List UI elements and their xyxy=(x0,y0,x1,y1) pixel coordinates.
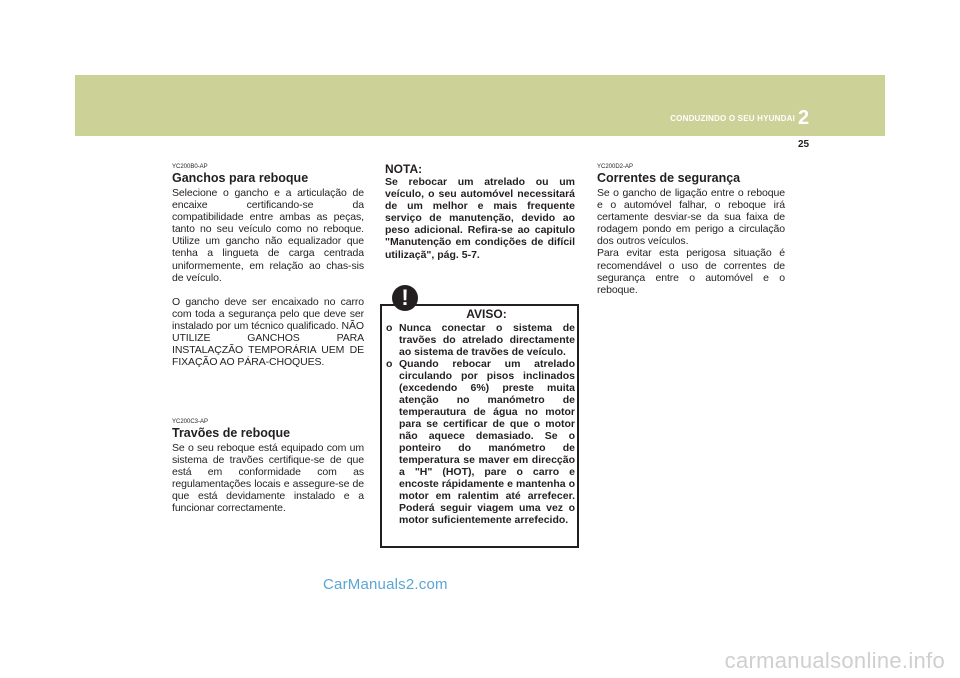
bullet: o xyxy=(386,358,393,370)
section-code: YC200C3-AP xyxy=(172,419,209,425)
section-heading: Travões de reboque xyxy=(172,426,291,440)
paragraph: Selecione o gancho e a articulação de encaixe certificando-se da compatibilidade entre ambas as peças, tanto no seu veículo como no reboque. Utilize um gancho não equalizador que tenha a lingueta de carga centrada uniformemente, em relação ao chas-sis de veículo. xyxy=(172,187,364,284)
paragraph: O gancho deve ser encaixado no carro com toda a segurança pelo que deve ser instalado por um técnico qualificado. NÃO UTILIZE GANCHOS PARA INSTALAÇZÃO TEMPORÁRIA UEM DE FIXAÇÃO AO PÁRA-CHOQUES. xyxy=(172,295,364,369)
warning-item xyxy=(386,358,575,526)
section-number: 2 xyxy=(797,107,810,129)
watermark-link[interactable]: CarManuals2.com xyxy=(323,576,448,593)
watermark-site: carmanualsonline.info xyxy=(724,648,945,673)
safety-chains-section xyxy=(597,163,785,296)
paragraph: Se o seu reboque está equipado com um sistema de travões certifique-se de que está em conformidade com as regulamentações locais e assegure-se de que está devidamente instalado e a funcionar correctamente. xyxy=(172,442,364,515)
warning-list xyxy=(386,322,575,526)
section-heading: Ganchos para reboque xyxy=(172,171,309,185)
warning-icon: ! xyxy=(392,285,418,311)
towing-hooks-section xyxy=(172,163,364,368)
note-body: Se rebocar um atrelado ou um veículo, o seu automóvel necessitará de um melhor e mais frequente serviço de manutenção, devido ao peso adicional. Refira-se ao capitulo "Manutenção em condições de difícil utilizaçã", pág. 5-7. xyxy=(385,176,575,261)
note-title: NOTA: xyxy=(385,162,423,176)
section-code: YC200B0-AP xyxy=(172,164,208,170)
section-heading: Correntes de segurança xyxy=(597,171,741,185)
section-code: YC200D2-AP xyxy=(597,164,634,170)
trailer-brakes-section xyxy=(172,418,364,515)
note-section xyxy=(385,163,575,261)
warning-item-text: Nunca conectar o sistema de travões do atrelado directamente ao sistema de travões de veículo. xyxy=(399,322,575,358)
paragraph: Se o gancho de ligação entre o reboque e o automóvel falhar, o reboque irá certamente desviar-se da sua faixa de rodagem pondo em perigo a circulação dos outros veículos. xyxy=(597,187,785,248)
warning-title: AVISO: xyxy=(466,307,507,321)
warning-item-text: Quando rebocar um atrelado circulando por pisos inclinados (excedendo 6%) preste muita atenção no manómetro de temperautura de água no motor para se certificar de que o motor não aquece demasiado. Se o ponteiro do manómetro de temperatura se maver em direcção a "H" (HOT), pare o carro e encoste rápidamente e mantenha o motor em ralentim até arrefecer. Poderá seguir viagem uma vez o motor suficientemente arrefecido. xyxy=(399,358,575,526)
paragraph: Para evitar esta perigosa situação é recomendável o uso de correntes de segurança entre o automóvel e o reboque. xyxy=(597,247,785,296)
warning-item xyxy=(386,322,575,358)
header-band xyxy=(75,75,885,136)
page-number: 25 xyxy=(797,139,810,150)
section-title: CONDUZINDO O SEU HYUNDAI xyxy=(670,114,795,123)
bullet: o xyxy=(386,322,393,334)
